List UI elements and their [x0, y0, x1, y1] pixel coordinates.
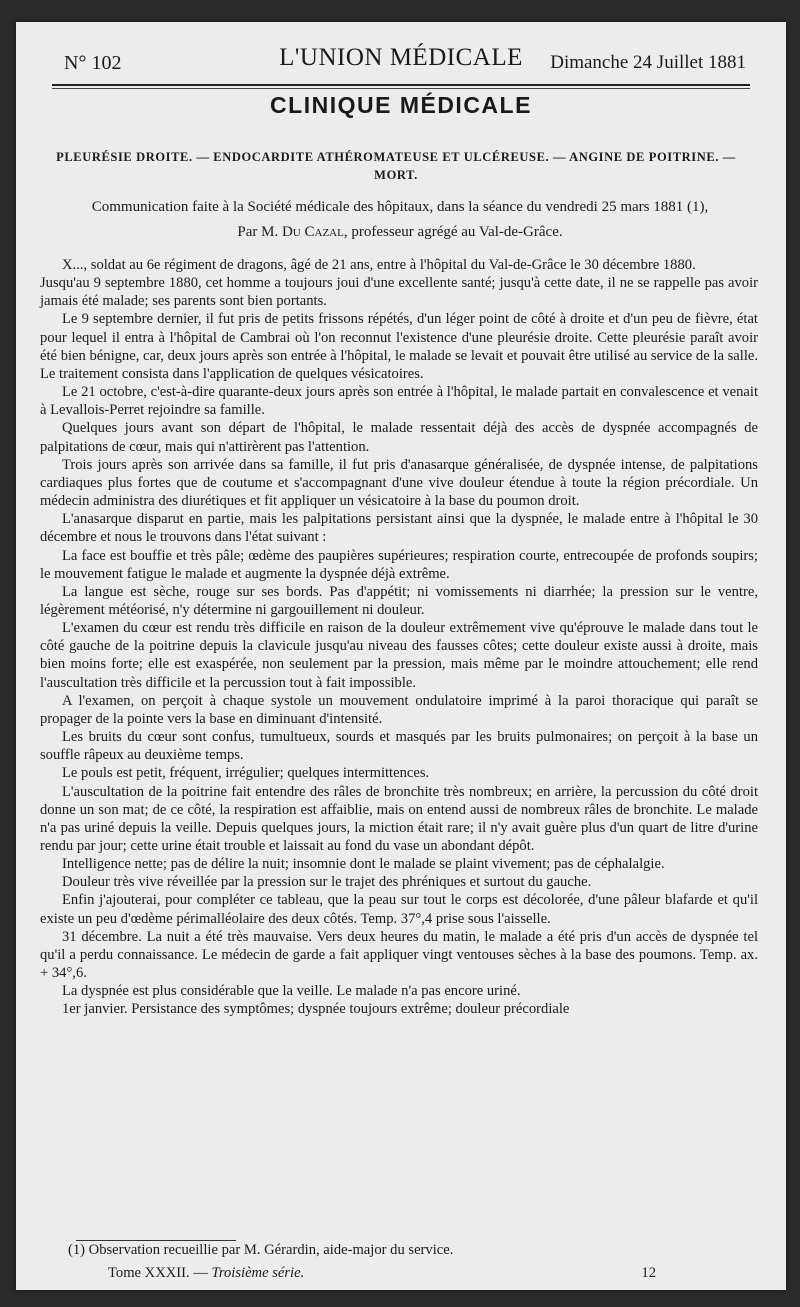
paragraph: X..., soldat au 6e régiment de dragons, âgé de 21 ans, entre à l'hôpital du Val-de-Grâce le 30 décembre 1880.	[62, 257, 696, 273]
paragraph: La face est bouffie et très pâle; œdème des paupières supérieures; respiration courte, entrecoupée de profonds soupirs; le mouvement fatigue le malade et augmente la dyspnée déjà extrême.	[40, 547, 758, 582]
journal-title: L'UNION MÉDICALE	[279, 44, 523, 71]
article-body	[40, 256, 758, 1019]
paragraph: Jusqu'au 9 septembre 1880, cet homme a toujours joui d'une excellente santé; jusqu'à cette date, il ne se rappelle pas avoir jamais été malade; ses parents sont bien portants.	[40, 275, 758, 310]
paragraph: La langue est sèche, rouge sur ses bords. Pas d'appétit; ni vomissements ni diarrhée; la pression sur le ventre, légèrement météorisé, n'y détermine ni gargouillement ni douleur.	[40, 583, 758, 618]
paragraph: L'anasarque disparut en partie, mais les palpitations persistant ainsi que la dyspnée, le malade entre à l'hôpital le 30 décembre et nous le trouvons dans l'état suivant :	[40, 511, 758, 546]
paragraph: 31 décembre. La nuit a été très mauvaise. Vers deux heures du matin, le malade a été pris d'un accès de dyspnée tel qu'il a perdu connaissance. Le médecin de garde a fait appliquer vingt ventouses sèches à la base des poumons. Temp. ax. + 34°,6.	[40, 928, 758, 982]
paragraph: Enfin j'ajouterai, pour compléter ce tableau, que la peau sur tout le corps est décolorée, d'une pâleur blafarde et qu'il existe un peu d'œdème périmalléolaire des deux côtés. Temp. 37°,4 prise sous l'aisselle.	[40, 892, 758, 927]
issue-number: N° 102	[64, 52, 122, 74]
paragraph: Intelligence nette; pas de délire la nuit; insomnie dont le malade se plaint vivement; pas de céphalalgie.	[62, 856, 665, 873]
paragraph: Trois jours après son arrivée dans sa famille, il fut pris d'anasarque généralisée, de dyspnée intense, de palpitations cardiaques plus fortes que de coutume et s'accompagnant d'une vive douleur étendue à toute la région précordiale. Un médecin administra des diurétiques et fit appliquer un vésicatoire à la base du poumon droit.	[40, 456, 758, 510]
section-title: CLINIQUE MÉDICALE	[270, 92, 532, 118]
article-subtitle: PLEURÉSIE DROITE. — ENDOCARDITE ATHÉROMATEUSE ET ULCÉREUSE. — ANGINE DE POITRINE. — MORT.	[56, 150, 736, 182]
footer-volume	[108, 1265, 304, 1282]
footer-series: Troisième série.	[211, 1265, 305, 1281]
paragraph: Quelques jours avant son départ de l'hôpital, le malade ressentait déjà des accès de dyspnée accompagnés de palpitations de cœur, mais qui n'attirèrent pas l'attention.	[40, 420, 758, 455]
paragraph: L'auscultation de la poitrine fait entendre des râles de bronchite très nombreux; en arrière, la percussion du côté droit donne un son mat; de ce côté, la respiration est affaiblie, mais on entend aussi de nombreux râles de bronchite. Le malade n'a pas uriné depuis la veille. Depuis quelques jours, la miction était rare; il n'y avait guère plus d'un quart de litre d'urine rendu par jour; cette urine était trouble et laissait au fond du vase un abondant dépôt.	[40, 783, 758, 854]
header-rule	[52, 84, 750, 86]
paragraph: Douleur très vive réveillée par la pression sur le trajet des phréniques et surtout du gauche.	[62, 874, 592, 891]
author-suffix: , professeur agrégé au Val-de-Grâce.	[343, 224, 563, 240]
paragraph: Le 21 octobre, c'est-à-dire quarante-deux jours après son entrée à l'hôpital, le malade partait en convalescence et venait à Levallois-Perret rejoindre sa famille.	[40, 384, 758, 419]
paragraph: 1er janvier. Persistance des symptômes; dyspnée toujours extrême; douleur précordiale	[62, 1001, 570, 1018]
author-prefix: Par M.	[237, 224, 279, 240]
paragraph: Le 9 septembre dernier, il fut pris de petits frissons répétés, d'un léger point de côté à droite et d'un peu de fièvre, état pour lequel il entra à l'hôpital de Cambrai où l'on reconnut l'existence d'une pleurésie droite. Cette pleurésie paraît avoir été bien bénigne, car, deux jours après son entrée à l'hôpital, le malade se levait et pouvait être utilisé au service de la salle. Le traitement consista dans l'application de quelques vésicatoires.	[40, 311, 758, 382]
paragraph: Le pouls est petit, fréquent, irrégulier; quelques intermittences.	[62, 765, 430, 782]
author-line	[36, 224, 764, 241]
paragraph: La dyspnée est plus considérable que la veille. Le malade n'a pas encore uriné.	[62, 983, 521, 1000]
footnote-rule	[76, 1240, 236, 1241]
header-rule-thin	[52, 88, 750, 89]
paragraph: A l'examen, on perçoit à chaque systole un mouvement ondulatoire imprimé à la paroi thoracique qui paraît se propager de la pointe vers la base en diminuant d'intensité.	[40, 692, 758, 727]
paragraph: L'examen du cœur est rendu très difficile en raison de la douleur extrêmement vive qu'éprouve le malade dans tout le côté gauche de la poitrine depuis la clavicule jusqu'au niveau des fausses côtes; cette douleur existe aussi à droite, mais bien moins forte; elle est exaspérée, non seulement par la pression, mais même par le moindre attouchement; elle rend l'auscultation très difficile et la percussion tout à fait impossible.	[40, 620, 758, 691]
issue-date: Dimanche 24 Juillet 1881	[550, 52, 746, 73]
page-number: 12	[641, 1265, 656, 1281]
page-header	[56, 44, 746, 80]
author-name: Du Cazal	[281, 224, 344, 240]
footnote: (1) Observation recueillie par M. Gérardin, aide-major du service.	[68, 1242, 454, 1258]
communication-note: Communication faite à la Société médicale des hôpitaux, dans la séance du vendredi 25 mars 1881 (1),	[91, 199, 709, 215]
journal-page	[16, 22, 786, 1290]
paragraph: Les bruits du cœur sont confus, tumultueux, sourds et masqués par les bruits pulmonaires; on perçoit à la base un souffle râpeux au deuxième temps.	[40, 729, 758, 764]
footer-tome: Tome XXXII. —	[108, 1265, 212, 1281]
